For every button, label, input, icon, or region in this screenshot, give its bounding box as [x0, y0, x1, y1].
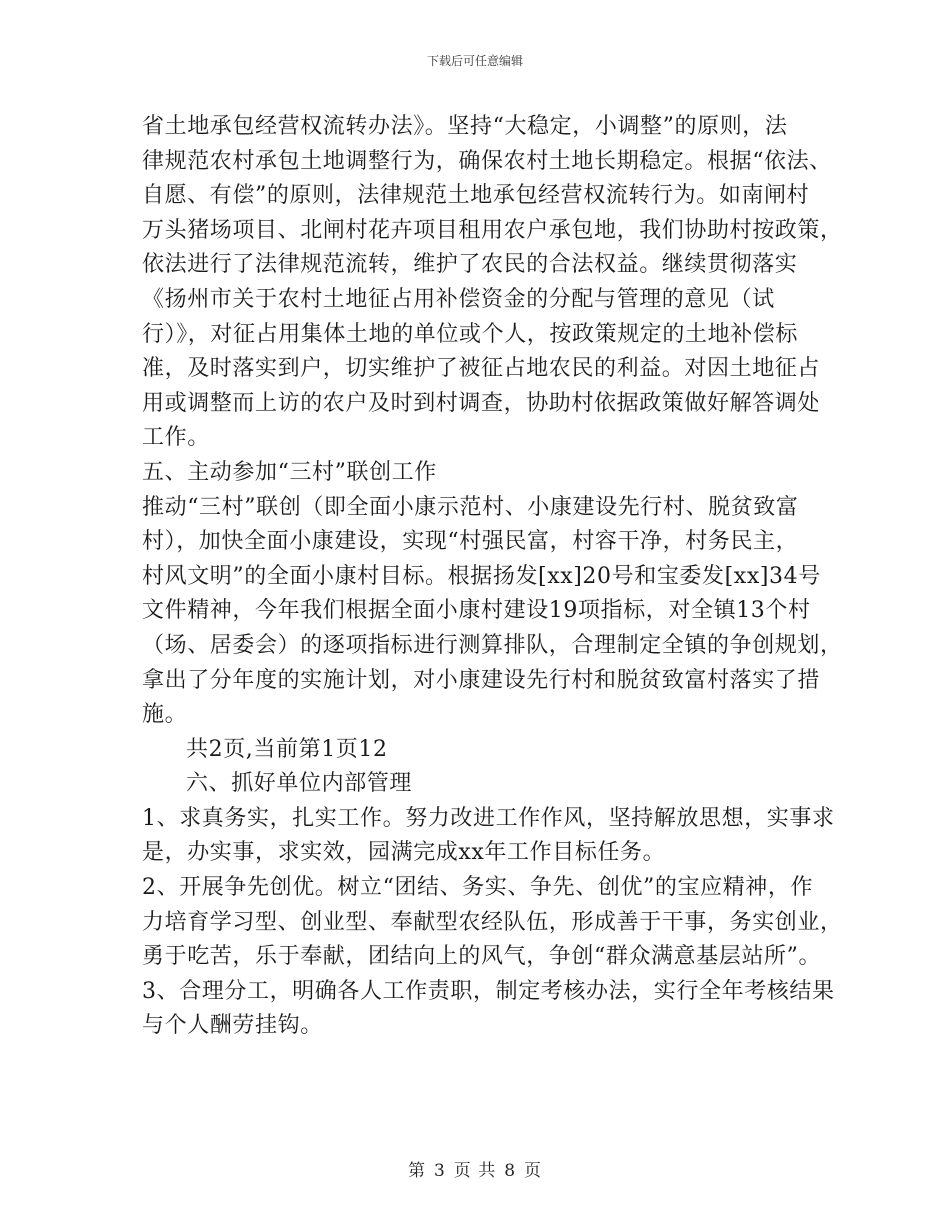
footer-prefix: 第 [407, 1161, 426, 1181]
text-line: 自愿、有偿”的原则，法律规范土地承包经营权流转行为。如南闸村 [142, 183, 810, 209]
text-line: 《扬州市关于农村土地征占用补偿资金的分配与管理的意见（试 [142, 286, 775, 312]
text-line: 力培育学习型、创业型、奉献型农经队伍，形成善于干事，务实创业， [142, 909, 843, 935]
text-line: 与个人酬劳挂钩。 [142, 1013, 323, 1039]
text-line: 行）》，对征占用集体土地的单位或个人，按政策规定的土地补偿标 [142, 321, 799, 347]
text-line: 省土地承包经营权流转办法》。坚持“大稳定，小调整”的原则，法 [142, 114, 788, 139]
text-line: 施。 [142, 702, 188, 728]
footer-page-number: 3 [433, 1161, 446, 1181]
text-line: 是，办实事，求实效，园满完成xx年工作目标任务。 [142, 840, 666, 866]
section-heading: 六、抓好单位内部管理 [186, 771, 413, 797]
footer-total-pages: 8 [504, 1161, 517, 1181]
text-line: 万头猪场项目、北闸村花卉项目租用农户承包地，我们协助村按政策， [142, 217, 843, 243]
text-line: 推动“三村”联创（即全面小康示范村、小康建设先行村、脱贫致富 [142, 494, 799, 520]
text-line: （场、居委会）的逐项指标进行测算排队，合理制定全镇的争创规划， [142, 632, 843, 658]
text-line: 工作。 [142, 425, 210, 451]
text-line: 拿出了分年度的实施计划，对小康建设先行村和脱贫致富村落实了措 [142, 667, 821, 693]
footer-suffix: 页 [524, 1161, 543, 1181]
document-body [142, 110, 843, 1044]
text-line: 用或调整而上访的农户及时到村调查，协助村依据政策做好解答调处 [142, 390, 821, 416]
text-line: 村），加快全面小康建设，实现“村强民富，村容干净，村务民主， [142, 529, 799, 555]
text-line: 准，及时落实到户，切实维护了被征占地农民的利益。对因土地征占 [142, 356, 821, 382]
text-line: 3、合理分工，明确各人工作责职，制定考核办法，实行全年考核结果 [142, 978, 835, 1004]
text-line: 村风文明”的全面小康村目标。根据扬发[xx]20号和宝委发[xx]34号 [142, 563, 821, 589]
page-header: 下载后可任意编辑 [426, 54, 523, 68]
text-line: 依法进行了法律规范流转，维护了农民的合法权益。继续贯彻落实 [142, 252, 798, 278]
text-line: 文件精神，今年我们根据全面小康村建设19项指标，对全镇13个村 [142, 598, 811, 624]
text-line: 2、开展争先创优。树立“团结、务实、争先、创优”的宝应精神，作 [142, 875, 814, 901]
text-line: 勇于吃苦，乐于奉献，团结向上的风气，争创“群众满意基层站所”。 [142, 944, 822, 970]
text-line: 1、求真务实，扎实工作。努力改进工作作风，坚持解放思想，实事求 [142, 805, 835, 831]
section-heading: 五、主动参加“三村”联创工作 [142, 459, 437, 485]
page-count-note: 共2页,当前第1页12 [186, 736, 388, 762]
footer-mid: 页 共 [453, 1161, 497, 1181]
page-footer [0, 1156, 950, 1181]
text-line: 律规范农村承包土地调整行为，确保农村土地长期稳定。根据“依法、 [142, 148, 832, 174]
